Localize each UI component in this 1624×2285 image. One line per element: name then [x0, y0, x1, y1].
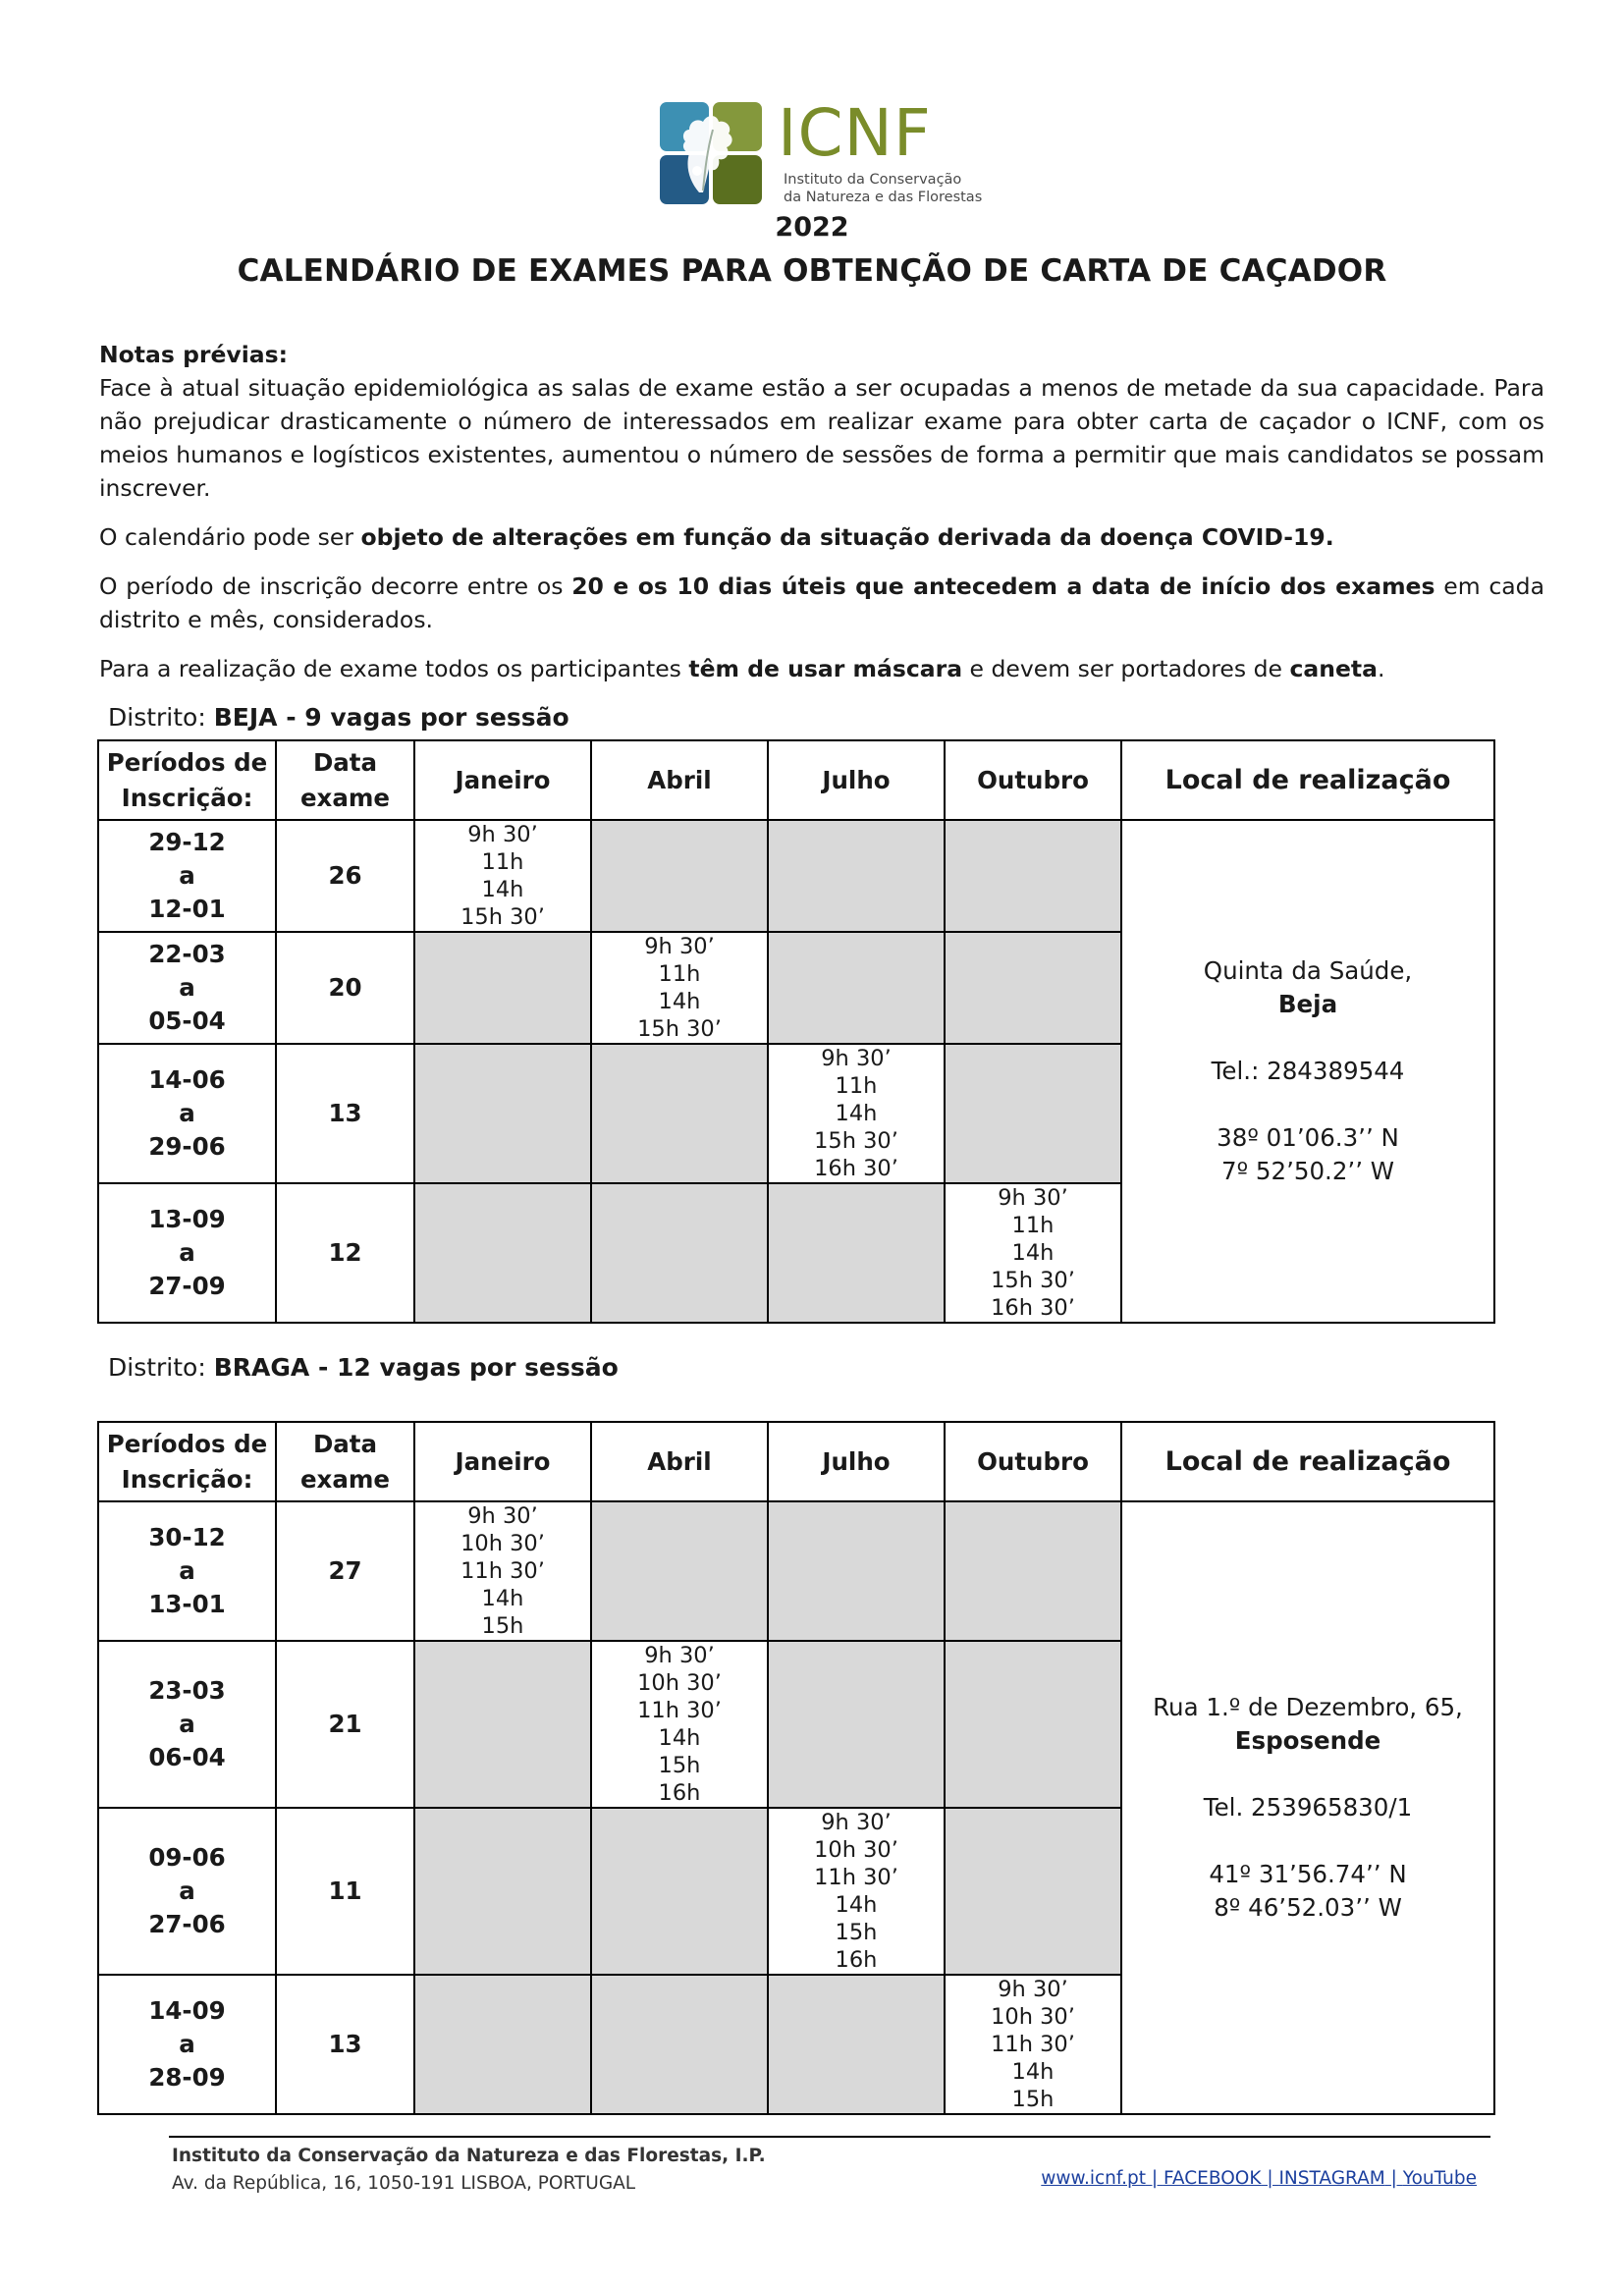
table-row — [98, 820, 1494, 932]
notes-paragraph-2: O calendário pode ser objeto de alterações em função da situação derivada da doença COVID-19. — [99, 523, 1334, 551]
location-header: Local de realização — [1121, 1422, 1494, 1501]
registration-period-cell: 13-09 a 27-09 — [98, 1183, 276, 1323]
empty-cell-july — [768, 1501, 945, 1641]
exam-date-cell: 13 — [276, 1975, 414, 2114]
empty-cell-july — [768, 932, 945, 1044]
session-times-april: 9h 30’ 10h 30’ 11h 30’ 14h 15h 16h — [591, 1641, 768, 1808]
month-header-january: Janeiro — [414, 740, 591, 820]
month-header-january: Janeiro — [414, 1422, 591, 1501]
empty-cell-january — [414, 1975, 591, 2114]
district-braga-heading: Distrito: BRAGA - 12 vagas por sessão — [108, 1353, 619, 1382]
empty-cell-july — [768, 1641, 945, 1808]
footer-address-block — [172, 2143, 766, 2198]
session-times-april: 9h 30’ 11h 14h 15h 30’ — [591, 932, 768, 1044]
notes-paragraph-3: O período de inscrição decorre entre os 20 e os 10 dias úteis que antecedem a data de início dos exames em cada distrito e mês, considerados. — [99, 572, 1544, 633]
date-header: Data exame — [276, 740, 414, 820]
icnf-logo — [660, 95, 994, 205]
document-year: 2022 — [775, 212, 849, 243]
footer-divider — [169, 2136, 1490, 2138]
oak-leaf-logo-icon — [660, 102, 762, 204]
exam-location-cell: Quinta da Saúde, Beja Tel.: 284389544 38º 01’06.3’’ N 7º 52’50.2’’ W — [1121, 820, 1494, 1323]
document-title: CALENDÁRIO DE EXAMES PARA OBTENÇÃO DE CARTA DE CAÇADOR — [237, 253, 1387, 289]
month-header-april: Abril — [591, 740, 768, 820]
empty-cell-january — [414, 1044, 591, 1183]
youtube-link[interactable]: YouTube — [1402, 2168, 1477, 2189]
facebook-link[interactable]: FACEBOOK — [1163, 2168, 1262, 2189]
period-header: Períodos de Inscrição: — [98, 1422, 276, 1501]
empty-cell-october — [945, 1641, 1121, 1808]
empty-cell-january — [414, 1641, 591, 1808]
empty-cell-april — [591, 1808, 768, 1975]
empty-cell-april — [591, 1975, 768, 2114]
instagram-link[interactable]: INSTAGRAM — [1278, 2168, 1385, 2189]
empty-cell-january — [414, 1183, 591, 1323]
exam-location-cell: Rua 1.º de Dezembro, 65, Esposende Tel. 253965830/1 41º 31’56.74’’ N 8º 46’52.03’’ W — [1121, 1501, 1494, 2114]
website-link[interactable]: www.icnf.pt — [1041, 2168, 1146, 2189]
table-header-row — [98, 740, 1494, 820]
empty-cell-april — [591, 1501, 768, 1641]
district-beja-heading: Distrito: BEJA - 9 vagas por sessão — [108, 703, 569, 732]
logo-wordmark: ICNF — [778, 95, 932, 171]
beja-table-body — [98, 820, 1494, 1323]
session-times-january: 9h 30’ 11h 14h 15h 30’ — [414, 820, 591, 932]
date-header: Data exame — [276, 1422, 414, 1501]
empty-cell-april — [591, 1044, 768, 1183]
exam-date-cell: 21 — [276, 1641, 414, 1808]
beja-exam-table — [97, 739, 1495, 1324]
location-header: Local de realização — [1121, 740, 1494, 820]
registration-period-cell: 23-03 a 06-04 — [98, 1641, 276, 1808]
registration-period-cell: 29-12 a 12-01 — [98, 820, 276, 932]
empty-cell-january — [414, 1808, 591, 1975]
session-times-july: 9h 30’ 11h 14h 15h 30’ 16h 30’ — [768, 1044, 945, 1183]
exam-date-cell: 11 — [276, 1808, 414, 1975]
empty-cell-october — [945, 1044, 1121, 1183]
empty-cell-july — [768, 1975, 945, 2114]
month-header-july: Julho — [768, 740, 945, 820]
month-header-october: Outubro — [945, 1422, 1121, 1501]
empty-cell-july — [768, 1183, 945, 1323]
empty-cell-october — [945, 1808, 1121, 1975]
braga-table-body — [98, 1501, 1494, 2114]
footer-organization: Instituto da Conservação da Natureza e das Florestas, I.P. — [172, 2146, 766, 2166]
exam-date-cell: 20 — [276, 932, 414, 1044]
exam-date-cell: 13 — [276, 1044, 414, 1183]
braga-exam-table — [97, 1421, 1495, 2115]
session-times-october: 9h 30’ 11h 14h 15h 30’ 16h 30’ — [945, 1183, 1121, 1323]
empty-cell-january — [414, 932, 591, 1044]
registration-period-cell: 30-12 a 13-01 — [98, 1501, 276, 1641]
footer-links: www.icnf.pt | FACEBOOK | INSTAGRAM | YouTube — [1041, 2168, 1477, 2189]
logo-subtitle: Instituto da Conservação da Natureza e das Florestas — [784, 172, 983, 205]
registration-period-cell: 22-03 a 05-04 — [98, 932, 276, 1044]
notes-paragraph-1: Face à atual situação epidemiológica as salas de exame estão a ser ocupadas a menos de metade da sua capacidade. Para não prejudicar drasticamente o número de interessados em realizar exame para obter carta de caçador o ICNF, com os meios humanos e logísticos existentes, aumentou o número de sessões de forma a permitir que mais candidatos se possam inscrever. — [99, 374, 1544, 502]
month-header-april: Abril — [591, 1422, 768, 1501]
empty-cell-april — [591, 820, 768, 932]
empty-cell-july — [768, 820, 945, 932]
table-row — [98, 1501, 1494, 1641]
exam-date-cell: 27 — [276, 1501, 414, 1641]
notes-heading: Notas prévias: — [99, 341, 289, 368]
month-header-october: Outubro — [945, 740, 1121, 820]
empty-cell-october — [945, 820, 1121, 932]
preliminary-notes — [99, 338, 1544, 701]
registration-period-cell: 14-06 a 29-06 — [98, 1044, 276, 1183]
registration-period-cell: 14-09 a 28-09 — [98, 1975, 276, 2114]
session-times-october: 9h 30’ 10h 30’ 11h 30’ 14h 15h — [945, 1975, 1121, 2114]
empty-cell-april — [591, 1183, 768, 1323]
session-times-january: 9h 30’ 10h 30’ 11h 30’ 14h 15h — [414, 1501, 591, 1641]
exam-date-cell: 12 — [276, 1183, 414, 1323]
period-header: Períodos de Inscrição: — [98, 740, 276, 820]
exam-date-cell: 26 — [276, 820, 414, 932]
empty-cell-october — [945, 932, 1121, 1044]
month-header-july: Julho — [768, 1422, 945, 1501]
empty-cell-october — [945, 1501, 1121, 1641]
session-times-july: 9h 30’ 10h 30’ 11h 30’ 14h 15h 16h — [768, 1808, 945, 1975]
footer-address: Av. da República, 16, 1050-191 LISBOA, PORTUGAL — [172, 2173, 636, 2194]
registration-period-cell: 09-06 a 27-06 — [98, 1808, 276, 1975]
notes-paragraph-4: Para a realização de exame todos os participantes têm de usar máscara e devem ser portadores de caneta. — [99, 655, 1385, 682]
table-header-row — [98, 1422, 1494, 1501]
